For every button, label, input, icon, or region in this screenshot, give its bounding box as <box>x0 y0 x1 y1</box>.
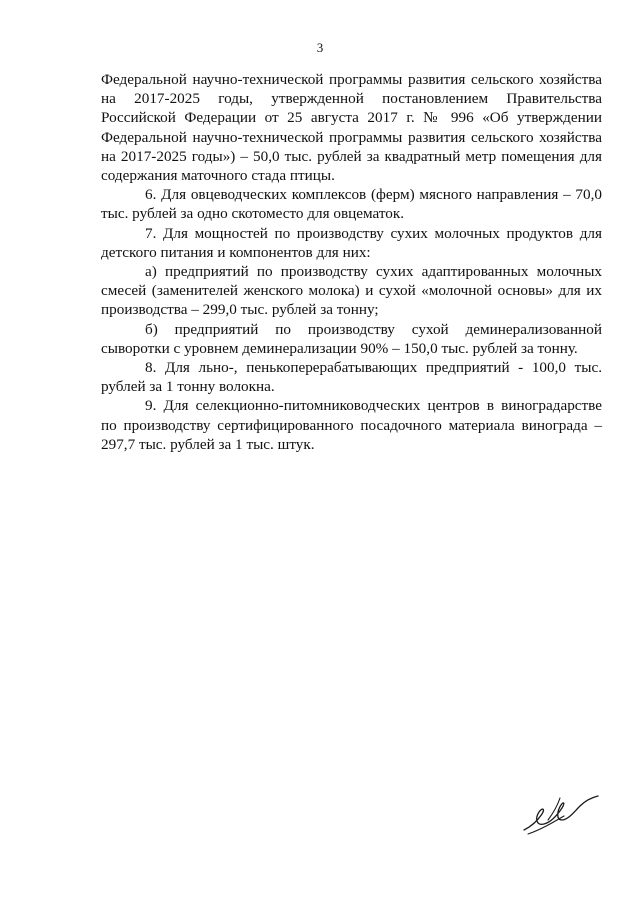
paragraph-item-9: 9. Для селекционно-питомниководческих центров в виноградарстве по производству сертифицированного посадочного материала винограда – 297,7 тыс. рублей за 1 тыс. штук. <box>101 397 602 453</box>
paragraph-continuation: Федеральной научно-технической программы развития сельского хозяйства на 2017-2025 годы, утвержденной постановлением Правительства Российской Федерации от 25 августа 2017 г. № 996 «Об утверждении Федеральной научно-технической программы развития сельского хозяйства на 2017-2025 годы») – 50,0 тыс. рублей за квадратный метр помещения для содержания маточного стада птицы. <box>101 71 602 185</box>
paragraph-item-7a: а) предприятий по производству сухих адаптированных молочных смесей (заменителей женского молока) и сухой «молочной основы» для их производства – 299,0 тыс. рублей за тонну; <box>101 263 602 319</box>
paragraph-item-6: 6. Для овцеводческих комплексов (ферм) мясного направления – 70,0 тыс. рублей за одно скотоместо для овцематок. <box>101 186 602 223</box>
paragraph-item-7: 7. Для мощностей по производству сухих молочных продуктов для детского питания и компонентов для них: <box>101 224 602 261</box>
paragraph-item-7b: б) предприятий по производству сухой деминерализованной сыворотки с уровнем деминерализации 90% – 150,0 тыс. рублей за тонну. <box>101 320 602 357</box>
document-body <box>101 70 602 454</box>
paragraph-item-8: 8. Для льно-, пенькоперерабатывающих предприятий - 100,0 тыс. рублей за 1 тонну волокна. <box>101 359 602 396</box>
page-number: 3 <box>316 40 324 55</box>
signature-icon <box>518 790 602 838</box>
